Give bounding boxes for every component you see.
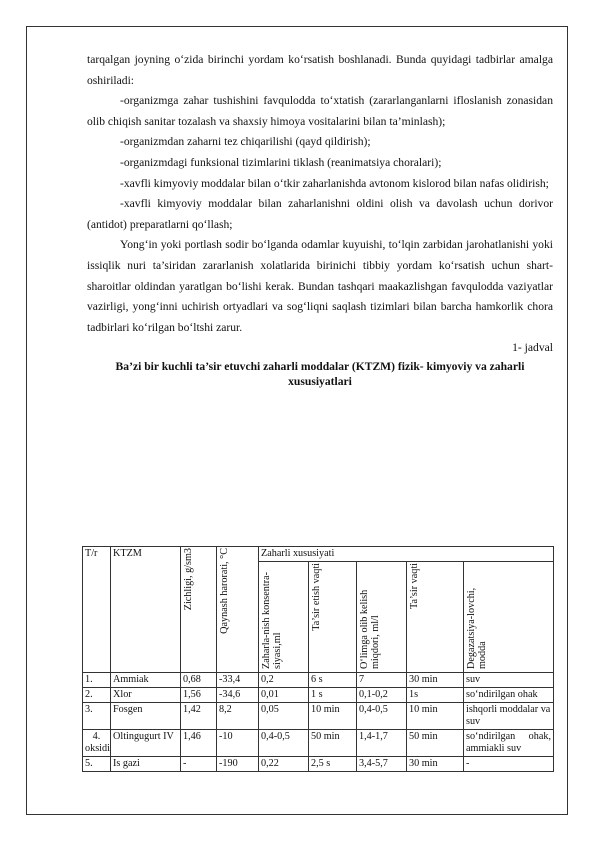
cell-lethal-dose: 0,1-0,2 (357, 688, 407, 703)
header-ktzm: KTZM (111, 547, 181, 673)
paragraph-2: -organizmga zahar tushishini favqulodda to‘xtatish (zararlanganlarni ifloslanish zonasidan olib chiqish sanitar tozalash va shaxsiy himoya vositalarini bilan ta’minlash); (87, 94, 553, 128)
cell-lethal-dose: 7 (357, 673, 407, 688)
cell-boiling: -10 (217, 730, 259, 757)
cell-density: 1,46 (181, 730, 217, 757)
cell-exposure-time: 1s (407, 688, 464, 703)
table-row (83, 688, 554, 703)
cell-action-time: 50 min (309, 730, 357, 757)
cell-num: 1. (83, 673, 111, 688)
cell-concentration: 0,22 (259, 757, 309, 772)
cell-num: 3. (83, 703, 111, 730)
table-row (83, 703, 554, 730)
header-row-1 (83, 547, 554, 562)
cell-lethal-dose: 1,4-1,7 (357, 730, 407, 757)
cell-boiling: -190 (217, 757, 259, 772)
header-lethal-dose-label: O‘limga olib kelish miqdori, ml/l (359, 589, 381, 669)
cell-name: Fosgen (111, 703, 181, 730)
cell-name: Ammiak (111, 673, 181, 688)
cell-degassing: so‘ndirilgan ohak, ammiakli suv (464, 730, 554, 757)
cell-density: - (181, 757, 217, 772)
header-action-time-label: Ta’sir etish vaqti (311, 563, 322, 631)
cell-lethal-dose: 3,4-5,7 (357, 757, 407, 772)
properties-table (82, 546, 554, 772)
table-title: Ba’zi bir kuchli ta’sir etuvchi zaharli moddalar (KTZM) fizik- kimyoviy va zaharli xususiyatlari (115, 359, 525, 388)
header-toxic-group: Zaharli xususiyati (259, 547, 554, 562)
header-density-label: Zichligi, g/sm3 (183, 548, 194, 611)
paragraph-7: Yong‘in yoki portlash sodir bo‘lganda odamlar kuyuishi, to‘lqin zarbidan jarohatlanishi yoki issiqlik nuri ta’siridan zararlanish xolatlarida birinichi tibbiy yordam ko‘rsatish uchun shart- sharoitlar oldindan yaratlgan bo‘lishi kerak. Bundan tashqari maakazlishgan favqulodda vaziyatlar vazirligi, yong‘inni uchirish ortyadlari va sog‘liqni saqlash tizimlari bilan barcha hamkorlik chora tadbirlari ko‘rilgan bo‘ltshi zarur. (87, 238, 553, 334)
table-row (83, 673, 554, 688)
paragraph-6: -xavfli kimyoviy moddalar bilan zaharlanishni oldini olish va davolash uchun dorivor (antidot) preparatlarni qo‘llash; (87, 197, 553, 231)
header-exposure-time (407, 562, 464, 673)
cell-lethal-dose: 0,4-0,5 (357, 703, 407, 730)
header-num: T/r (83, 547, 111, 673)
cell-exposure-time: 30 min (407, 673, 464, 688)
header-density (181, 547, 217, 673)
cell-concentration: 0,01 (259, 688, 309, 703)
cell-degassing: - (464, 757, 554, 772)
cell-exposure-time: 50 min (407, 730, 464, 757)
cell-boiling: 8,2 (217, 703, 259, 730)
cell-density: 1,42 (181, 703, 217, 730)
document-body (87, 50, 553, 389)
paragraph-3: -organizmdan zaharni tez chiqarilishi (qayd qildirish); (120, 135, 371, 149)
table-reference: 1- jadval (512, 341, 553, 355)
cell-exposure-time: 30 min (407, 757, 464, 772)
cell-boiling: -33,4 (217, 673, 259, 688)
cell-degassing: suv (464, 673, 554, 688)
cell-boiling: -34,6 (217, 688, 259, 703)
cell-degassing: ishqorli moddalar va suv (464, 703, 554, 730)
cell-num: 4. oksidi (83, 730, 111, 757)
header-exposure-time-label: Ta’sir vaqti (409, 563, 420, 609)
cell-exposure-time: 10 min (407, 703, 464, 730)
table-row (83, 730, 554, 757)
cell-action-time: 6 s (309, 673, 357, 688)
header-lethal-dose (357, 562, 407, 673)
header-concentration-label: Zaharla-nish konsentra-siyasi,ml (261, 571, 283, 669)
header-degassing (464, 562, 554, 673)
cell-action-time: 10 min (309, 703, 357, 730)
cell-density: 0,68 (181, 673, 217, 688)
header-action-time (309, 562, 357, 673)
cell-name: Xlor (111, 688, 181, 703)
table-row (83, 757, 554, 772)
cell-name: Is gazi (111, 757, 181, 772)
paragraph-5: -xavfli kimyoviy moddalar bilan o‘tkir zaharlanishda avtonom kislorod bilan nafas olidirish; (120, 176, 549, 190)
cell-num: 2. (83, 688, 111, 703)
cell-action-time: 1 s (309, 688, 357, 703)
cell-num: 5. (83, 757, 111, 772)
header-boiling (217, 547, 259, 673)
cell-concentration: 0,05 (259, 703, 309, 730)
cell-concentration: 0,4-0,5 (259, 730, 309, 757)
cell-concentration: 0,2 (259, 673, 309, 688)
cell-degassing: so‘ndirilgan ohak (464, 688, 554, 703)
header-concentration (259, 562, 309, 673)
cell-density: 1,56 (181, 688, 217, 703)
paragraph-1: tarqalgan joyning o‘zida birinchi yordam ko‘rsatish boshlanadi. Bunda quyidagi tadbirlar amalga oshiriladi: (87, 53, 553, 87)
header-degassing-label: Degazatsiya-lovchi, modda (466, 587, 488, 669)
cell-action-time: 2,5 s (309, 757, 357, 772)
cell-name: Oltingugurt IV (111, 730, 181, 757)
header-boiling-label: Qaynash harorati, °C (219, 548, 230, 634)
paragraph-4: -organizmdagi funksional tizimlarini tiklash (reanimatsiya choralari); (120, 155, 442, 169)
